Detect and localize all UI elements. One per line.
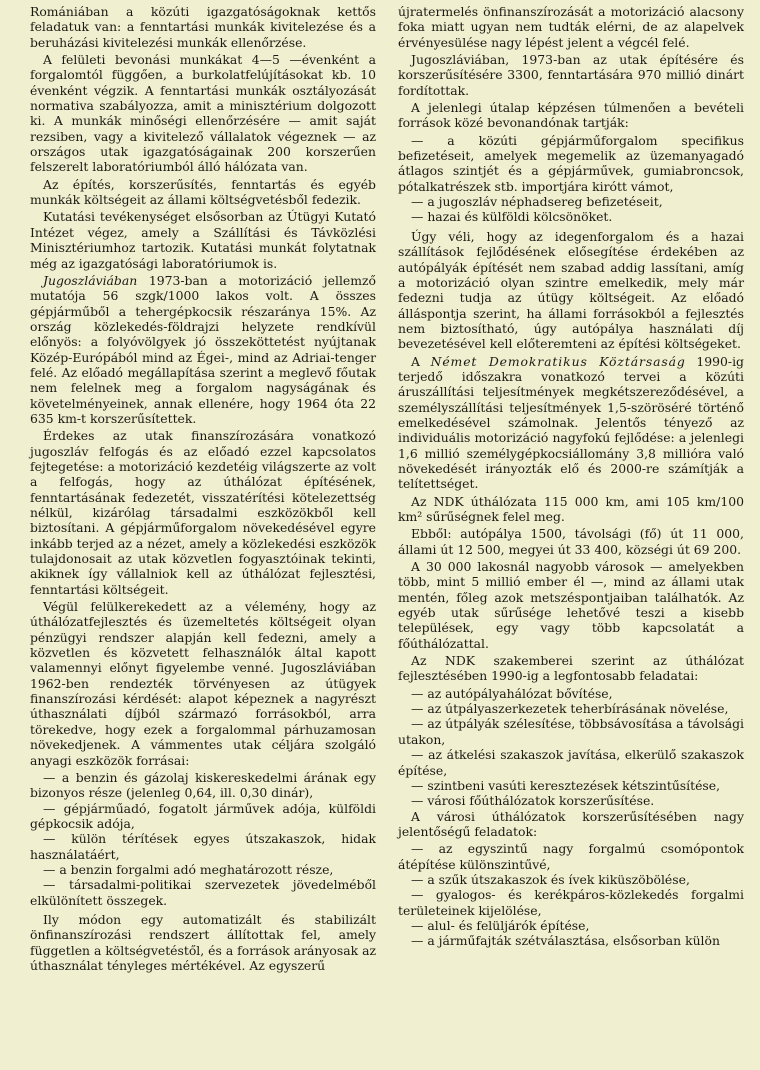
list-item: — társadalmi-politikai szervezetek jövedelméből elkülönített összegek. <box>30 877 376 908</box>
paragraph: Ebből: autópálya 1500, távolsági (fő) út 11 000, állami út 12 500, megyei út 33 400, községi út 69 200. <box>398 526 744 557</box>
paragraph: Kutatási tevékenységet elsősorban az Útügyi Kutató Intézet végez, amely a Szállítási és Távközlési Minisztériumhoz tartozik. Kutatási munkát folytatnak még az igazgatósági laboratóriumok is. <box>30 209 376 271</box>
paragraph: Úgy véli, hogy az idegenforgalom és a hazai szállítások fejlődésének elősegítése érdekében az autópályák építését nem szabad addig lassítani, amíg a motorizáció olyan szintre emelkedik, mely már fedezni tudja az útügy költségeit. Az előadó álláspontja szerint, ha állami forrásokból a fejlesztés nem biztosítható, úgy autópálya használati díj bevezetésével kell előteremteni az építési költségeket. <box>398 228 744 352</box>
country-lead-in: Német Demokratikus Köztársaság <box>430 353 686 369</box>
paragraph: Jugoszláviában, 1973-ban az utak építésére és korszerűsítésére 3300, fenntartására 970 millió dinárt fordítottak. <box>398 52 744 98</box>
list-item: — az átkelési szakaszok javítása, elkerülő szakaszok építése, <box>398 747 744 778</box>
paragraph: Ily módon egy automatizált és stabilizált önfinanszírozási rendszert állítottak fel, amely független a költségvetéstől, és a források arányosak az úthasználat tényleges mértékével. Az egyszerű <box>30 911 376 973</box>
list-item: — a benzin és gázolaj kiskereskedelmi árának egy bizonyos része (jelenleg 0,64, ill. 0,30 dinár), <box>30 769 376 801</box>
list-item: — városi főúthálózatok korszerűsítése. <box>411 793 655 809</box>
paragraph: Az építés, korszerűsítés, fenntartás és egyéb munkák költségeit az állami költségvetésből fedezik. <box>30 176 376 208</box>
list-item: — gyalogos- és kerékpáros-közlekedés forgalmi területeinek kijelölése, <box>398 887 744 918</box>
paragraph: Az NDK úthálózata 115 000 km, ami 105 km/100 km² sűrűségnek felel meg. <box>398 493 744 524</box>
paragraph: Romániában a közúti igazgatóságoknak kettős feladatuk van: a fenntartási munkák kivitelezése és a beruházási kivitelezési munkák ellenőrzése. <box>30 4 376 50</box>
list-item: — a jugoszláv néphadsereg befizetéseit, <box>411 194 663 210</box>
list-item: — külön térítések egyes útszakaszok, hidak használatáért, <box>30 831 376 862</box>
paragraph: Érdekes az utak finanszírozására vonatkozó jugoszláv felfogás és az előadó ezzel kapcsolatos fejtegetése: a motorizáció kezdetéig világszerte az volt a felfogás, hogy az úthálózat építésének, fenntartásának fedezetét, visszatérítési kötelezettség nélkül, kizárólag társadalmi eszközökből kell biztosítani. A gépjárműforgalom növekedésével egyre inkább terjed az a nézet, amely a közlekedési eszközök tulajdonosait az utak közvetlen fogyasztóinak tekinti, akiknek így vállalniok kell az úthálózat fejlesztési, fenntartási költségeit. <box>30 428 376 597</box>
paragraph: Az NDK szakemberei szerint az úthálózat fejlesztésében 1990-ig a legfontosabb feladatai: <box>398 653 744 684</box>
paragraph: A 30 000 lakosnál nagyobb városok — amelyekben több, mint 5 millió ember él —, mind az állami utak mentén, főleg azok metszéspontjaiban találhatók. Az egyéb utak sűrűsége lehetővé teszi a kisebb települések, egy vagy több kapcsolatát a főúthálózattal. <box>398 559 744 651</box>
paragraph: újratermelés önfinanszírozását a motorizáció alacsony foka miatt ugyan nem tudták elérni, de az alapelvek érvényesülése nagy lépést jelent a végcél felé. <box>398 4 744 50</box>
paragraph <box>398 354 744 492</box>
list-item: — alul- és felüljárók építése, <box>411 917 590 933</box>
list-item: — a járműfajták szétválasztása, elsősorban külön <box>411 933 720 949</box>
list-item: — hazai és külföldi kölcsönöket. <box>411 209 613 225</box>
list-item: — az útpályák szélesítése, többsávosítása a távolsági utakon, <box>398 716 744 747</box>
paragraph-body: 1973-ban a motorizáció jellemző mutatója 56 szgk/1000 lakos volt. A összes gépjárműből a tehergépkocsik részaránya 15%. Az ország közlekedés-földrajzi helyzete rendkívül előnyös: a folyóvölgyek jó összeköttetést nyújtanak Közép-Európából mind az Égei-, mind az Adriai-tenger felé. Az előadó megállapítása szerint a meglevő főutak nem felelnek meg a forgalom nagyságának és követelményeinek, annak ellenére, hogy 1964 óta 22 635 km-t korszerűsítettek. <box>30 272 376 426</box>
paragraph-body: 1990-ig terjedő időszakra vonatkozó tervei a közúti áruszállítási teljesítmények megkétszereződésével, a személyszállítási teljesítmények 1,5-szöröséré történő emelkedésével számolnak. Jelentős tényező az individuális motorizáció nagyfokú fejlődése: a jelenlegi 1,6 millió személygépkocsiállomány 3,8 millióra való növekedését irányozták elő és 2000-re számítják a telítettséget. <box>398 353 744 492</box>
list-item: — gépjárműadó, fogatolt járművek adója, külföldi gépkocsik adója, <box>30 800 376 831</box>
list-item: — az autópályahálózat bővítése, <box>411 685 613 701</box>
list-item: — a benzin forgalmi adó meghatározott része, <box>43 861 334 877</box>
paragraph: A felületi bevonási munkákat 4—5 —évenként a forgalomtól függően, a burkolatfelújításokat kb. 10 évenként végzik. A fenntartási munkák osztályozását normativa szabályozza, amit a minisztérium dolgozott ki. A munkák minőségi ellenőrzésére — amit saját rezsiben, vagy a kivitelező vállalatok végeznek — az országos utak igazgatóságainak 200 korszerűen felszerelt laboratóriumból álló hálózata van. <box>30 52 376 175</box>
article: A <box>411 353 420 369</box>
list-item: — az egyszintű nagy forgalmú csomópontok átépítése különszintűvé, <box>398 841 744 872</box>
paragraph: A jelenlegi útalap képzésen túlmenően a bevételi források közé bevonandónak tartják: <box>398 100 744 131</box>
list-item: — az útpályaszerkezetek teherbírásának növelése, <box>411 701 729 717</box>
country-lead-in: Jugoszláviában <box>43 272 138 288</box>
list-item: — szintbeni vasúti keresztezések kétszintűsítése, <box>411 777 721 793</box>
list-item: — a szűk útszakaszok és ívek kiküszöbölése, <box>411 871 690 887</box>
paragraph <box>30 273 376 426</box>
left-column <box>30 4 376 1070</box>
right-column <box>398 4 744 1070</box>
paragraph: A városi úthálózatok korszerűsítésében nagy jelentőségű feladatok: <box>398 808 744 839</box>
paragraph: Végül felülkerekedett az a vélemény, hogy az úthálózatfejlesztés és üzemeltetés költségeit olyan pénzügyi rendszer alapján kell fedezni, amely a közvetlen és közvetett felhasználók által kapott valamennyi előnyt figyelembe venné. Jugoszláviában 1962-ben rendezték törvényesen az útügyek finanszírozási kérdését: alapot képeznek a nagyrészt úthasználati díjból származó forrásokból, arra törekedve, hogy ezek a forgalommal párhuzamosan növekedjenek. A vámmentes utak céljára szolgáló anyagi eszközök forrásai: <box>30 599 376 768</box>
list-item: — a közúti gépjárműforgalom specifikus befizetéseit, amelyek megemelik az üzemanyagadó átlagos szintjét és a gépjárművek, gumiabroncsok, pótalkatrészek stb. importjára kirótt vámot, <box>398 132 744 194</box>
